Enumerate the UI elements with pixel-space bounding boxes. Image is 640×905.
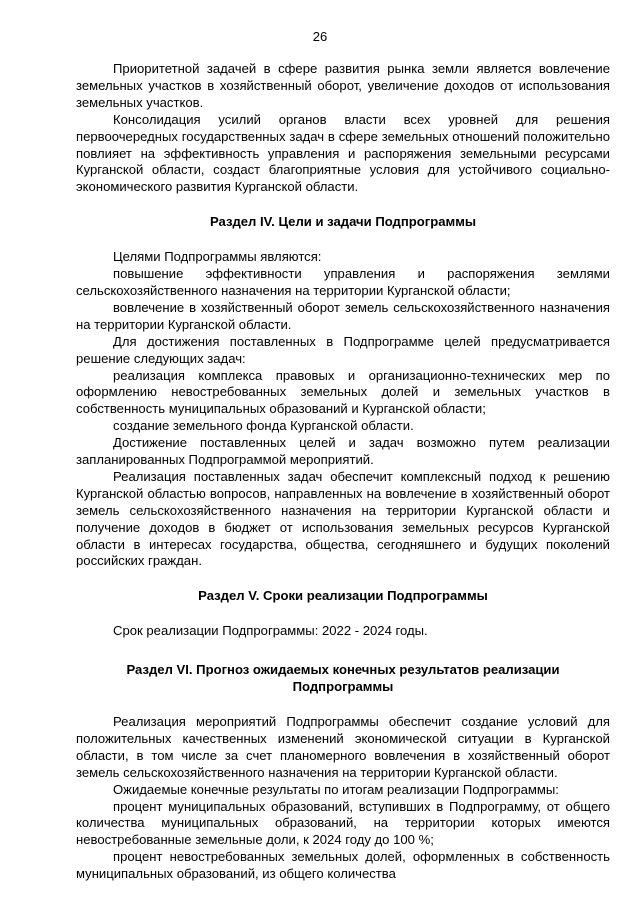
- list-item: вовлечение в хозяйственный оборот земель сельскохозяйственного назначения на территории Курганской области.: [76, 299, 610, 332]
- list-item: повышение эффективности управления и распоряжения землями сельскохозяйственного назначения на территории Курганской области;: [76, 266, 610, 298]
- section-heading-5: Раздел V. Сроки реализации Подпрограммы: [198, 588, 488, 604]
- paragraph: Для достижения поставленных в Подпрограмме целей предусматривается решение следующих задач:: [76, 333, 610, 366]
- list-item: создание земельного фонда Курганской области.: [113, 418, 414, 434]
- page-number: 26: [312, 29, 328, 44]
- paragraph: Консолидация усилий органов власти всех уровней для решения первоочередных государственных задач в сфере земельных отношений положительно повлияет на эффективность управления и распоряжения земельными ресурсами Курганской области, создаст благоприятные условия для устойчивого социально-экономического развития Курганской области.: [76, 111, 610, 195]
- paragraph: Ожидаемые конечные результаты по итогам реализации Подпрограммы:: [113, 781, 559, 797]
- paragraph: Целями Подпрограммы являются:: [113, 249, 322, 265]
- paragraph: Достижение поставленных целей и задач возможно путем реализации запланированных Подпрограммой мероприятий.: [76, 435, 610, 468]
- paragraph: Срок реализации Подпрограммы: 2022 - 2024 годы.: [113, 623, 428, 639]
- section-heading-6: Раздел VI. Прогноз ожидаемых конечных результатов реализации Подпрограммы: [126, 662, 560, 695]
- paragraph: Приоритетной задачей в сфере развития рынка земли является вовлечение земельных участков в хозяйственный оборот, увеличение доходов от использования земельных участков.: [76, 61, 610, 110]
- section-heading-4: Раздел IV. Цели и задачи Подпрограммы: [209, 214, 477, 230]
- list-item: реализация комплекса правовых и организационно-технических мер по оформлению невостребованных земельных долей и земельных участков в собственность муниципальных образований и Курганской области;: [76, 367, 610, 417]
- list-item: процент невостребованных земельных долей, оформленных в собственность муниципальных образований, из общего количества: [76, 849, 610, 882]
- paragraph: Реализация мероприятий Подпрограммы обеспечит создание условий для положительных качественных изменений экономической ситуации в Курганской области, в том числе за счет планомерного вовлечения в хозяйственный оборот земель сельскохозяйственного назначения на территории Курганской области.: [76, 714, 610, 780]
- document-body: [76, 61, 610, 883]
- list-item: процент муниципальных образований, вступивших в Подпрограмму, от общего количества муниципальных образований, на территории которых имеются невостребованные земельные доли, к 2024 году до 100 %;: [76, 798, 610, 848]
- paragraph: Реализация поставленных задач обеспечит комплексный подход к решению Курганской областью вопросов, направленных на вовлечение в хозяйственный оборот земель сельскохозяйственного назначения на территории Курганской области и получение доходов в бюджет от использования земельных ресурсов Курганской области в интересах государства, общества, сегодняшнего и будущих поколений российских граждан.: [76, 468, 610, 569]
